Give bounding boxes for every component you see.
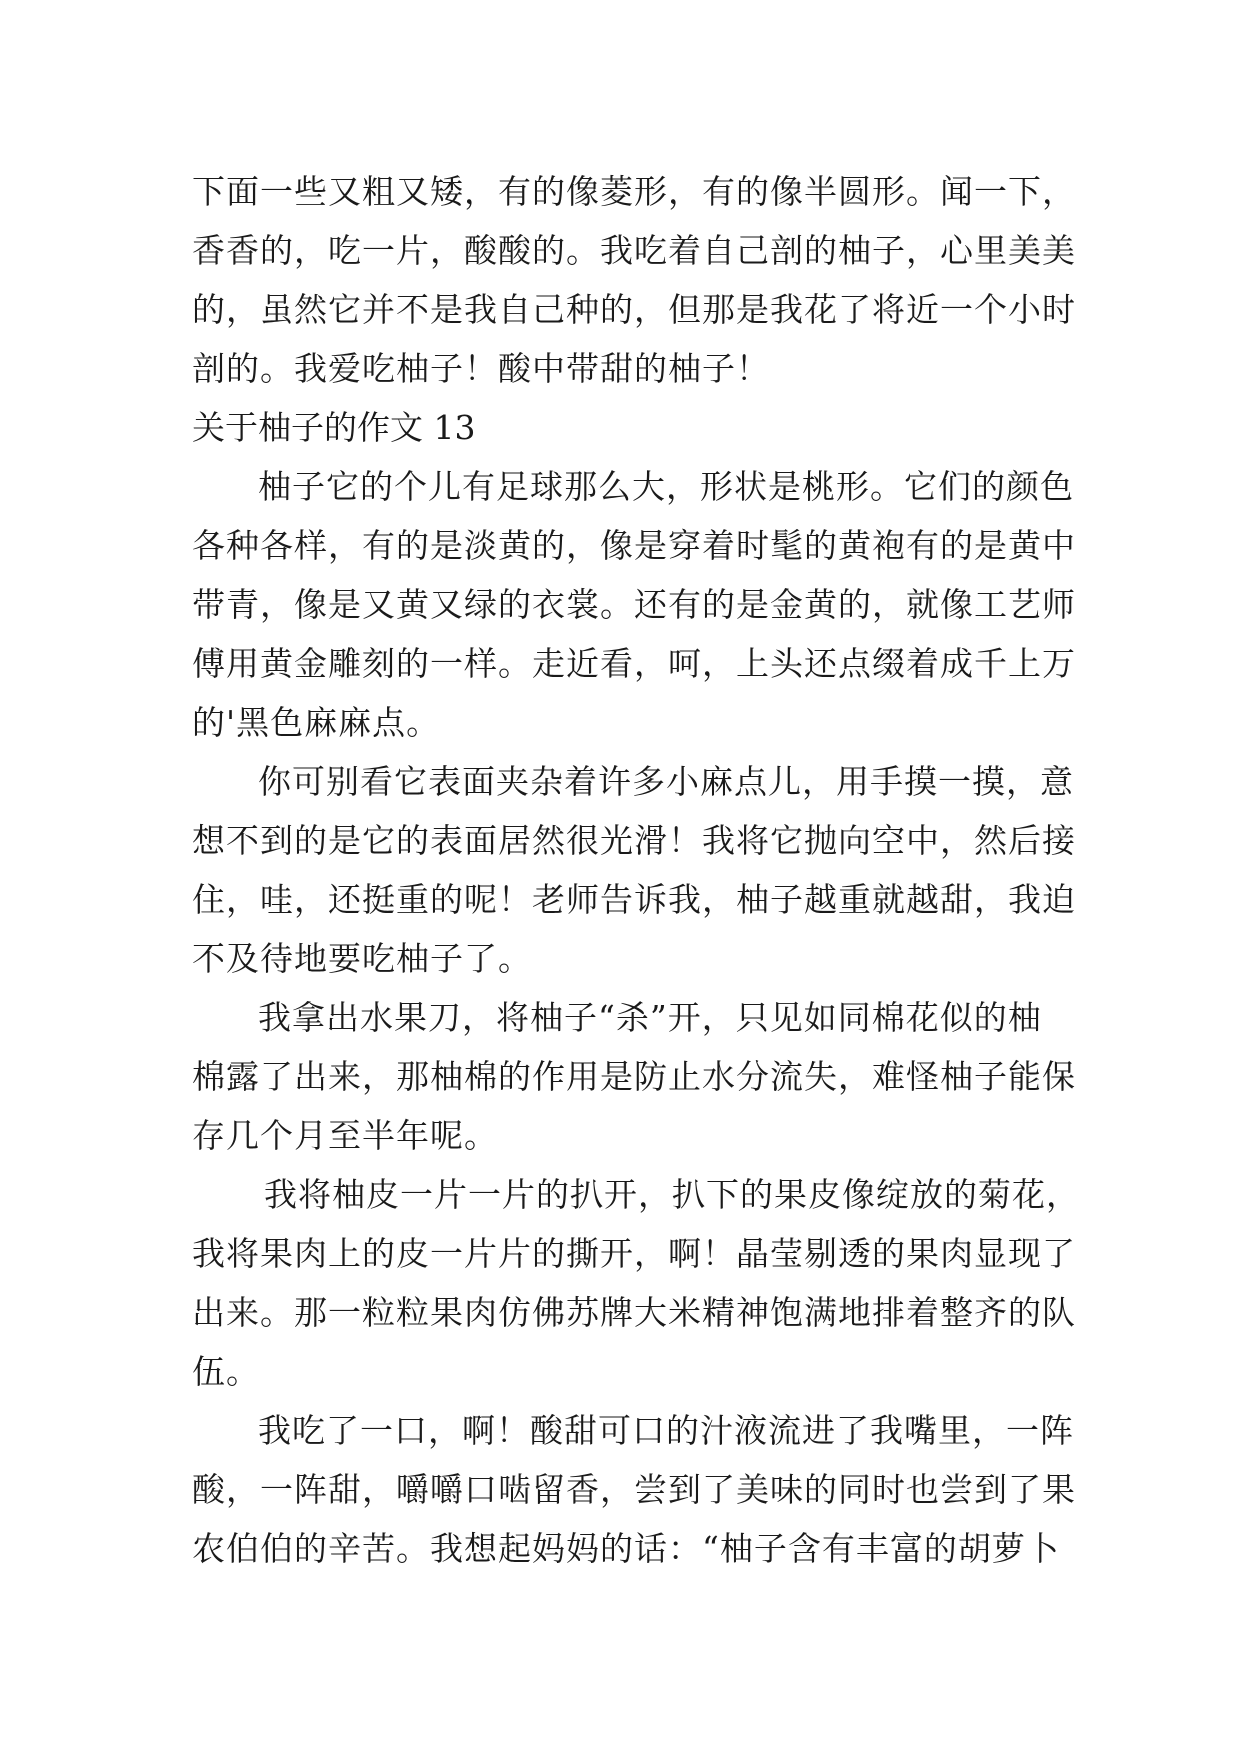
text-line: 的'黑色麻麻点。 <box>192 703 441 742</box>
text-line: 下面一些又粗又矮，有的像菱形，有的像半圆形。闻一下， <box>192 172 1076 211</box>
document-body <box>192 162 1080 1578</box>
text-line: 各种各样，有的是淡黄的，像是穿着时髦的黄袍有的是黄中 <box>192 526 1076 565</box>
text-line: 伍。 <box>192 1352 260 1391</box>
text-line: 的，虽然它并不是我自己种的，但那是我花了将近一个小时 <box>192 290 1076 329</box>
text-line: 香香的，吃一片，酸酸的。我吃着自己剖的柚子，心里美美 <box>192 231 1076 270</box>
paragraph-first-line: 我吃了一口，啊！酸甜可口的汁液流进了我嘴里，一阵 <box>258 1411 1074 1450</box>
text-line: 傅用黄金雕刻的一样。走近看，呵，上头还点缀着成千上万 <box>192 644 1076 683</box>
paragraph-first-line: 我将柚皮一片一片的扒开，扒下的果皮像绽放的菊花， <box>264 1175 1080 1214</box>
paragraph-first-line: 你可别看它表面夹杂着许多小麻点儿，用手摸一摸，意 <box>258 762 1074 801</box>
text-line: 农伯伯的辛苦。我想起妈妈的话：“柚子含有丰富的胡萝卜 <box>192 1529 1060 1568</box>
paragraph-first-line: 柚子它的个儿有足球那么大，形状是桃形。它们的颜色 <box>258 467 1074 506</box>
text-line: 带青，像是又黄又绿的衣裳。还有的是金黄的，就像工艺师 <box>192 585 1076 624</box>
text-line: 想不到的是它的表面居然很光滑！我将它抛向空中，然后接 <box>192 821 1076 860</box>
text-line: 存几个月至半年呢。 <box>192 1116 498 1155</box>
text-line: 酸，一阵甜，嚼嚼口啮留香，尝到了美味的同时也尝到了果 <box>192 1470 1076 1509</box>
paragraph-first-line: 我拿出水果刀，将柚子“杀”开，只见如同棉花似的柚 <box>258 998 1042 1037</box>
text-line: 剖的。我爱吃柚子！酸中带甜的柚子！ <box>192 349 770 388</box>
text-line: 出来。那一粒粒果肉仿佛苏牌大米精神饱满地排着整齐的队 <box>192 1293 1076 1332</box>
text-line: 我将果肉上的皮一片片的撕开，啊！晶莹剔透的果肉显现了 <box>192 1234 1076 1273</box>
section-heading: 关于柚子的作文 13 <box>192 408 476 447</box>
text-line: 不及待地要吃柚子了。 <box>192 939 532 978</box>
text-line: 棉露了出来，那柚棉的作用是防止水分流失，难怪柚子能保 <box>192 1057 1076 1096</box>
text-line: 住，哇，还挺重的呢！老师告诉我，柚子越重就越甜，我迫 <box>192 880 1076 919</box>
